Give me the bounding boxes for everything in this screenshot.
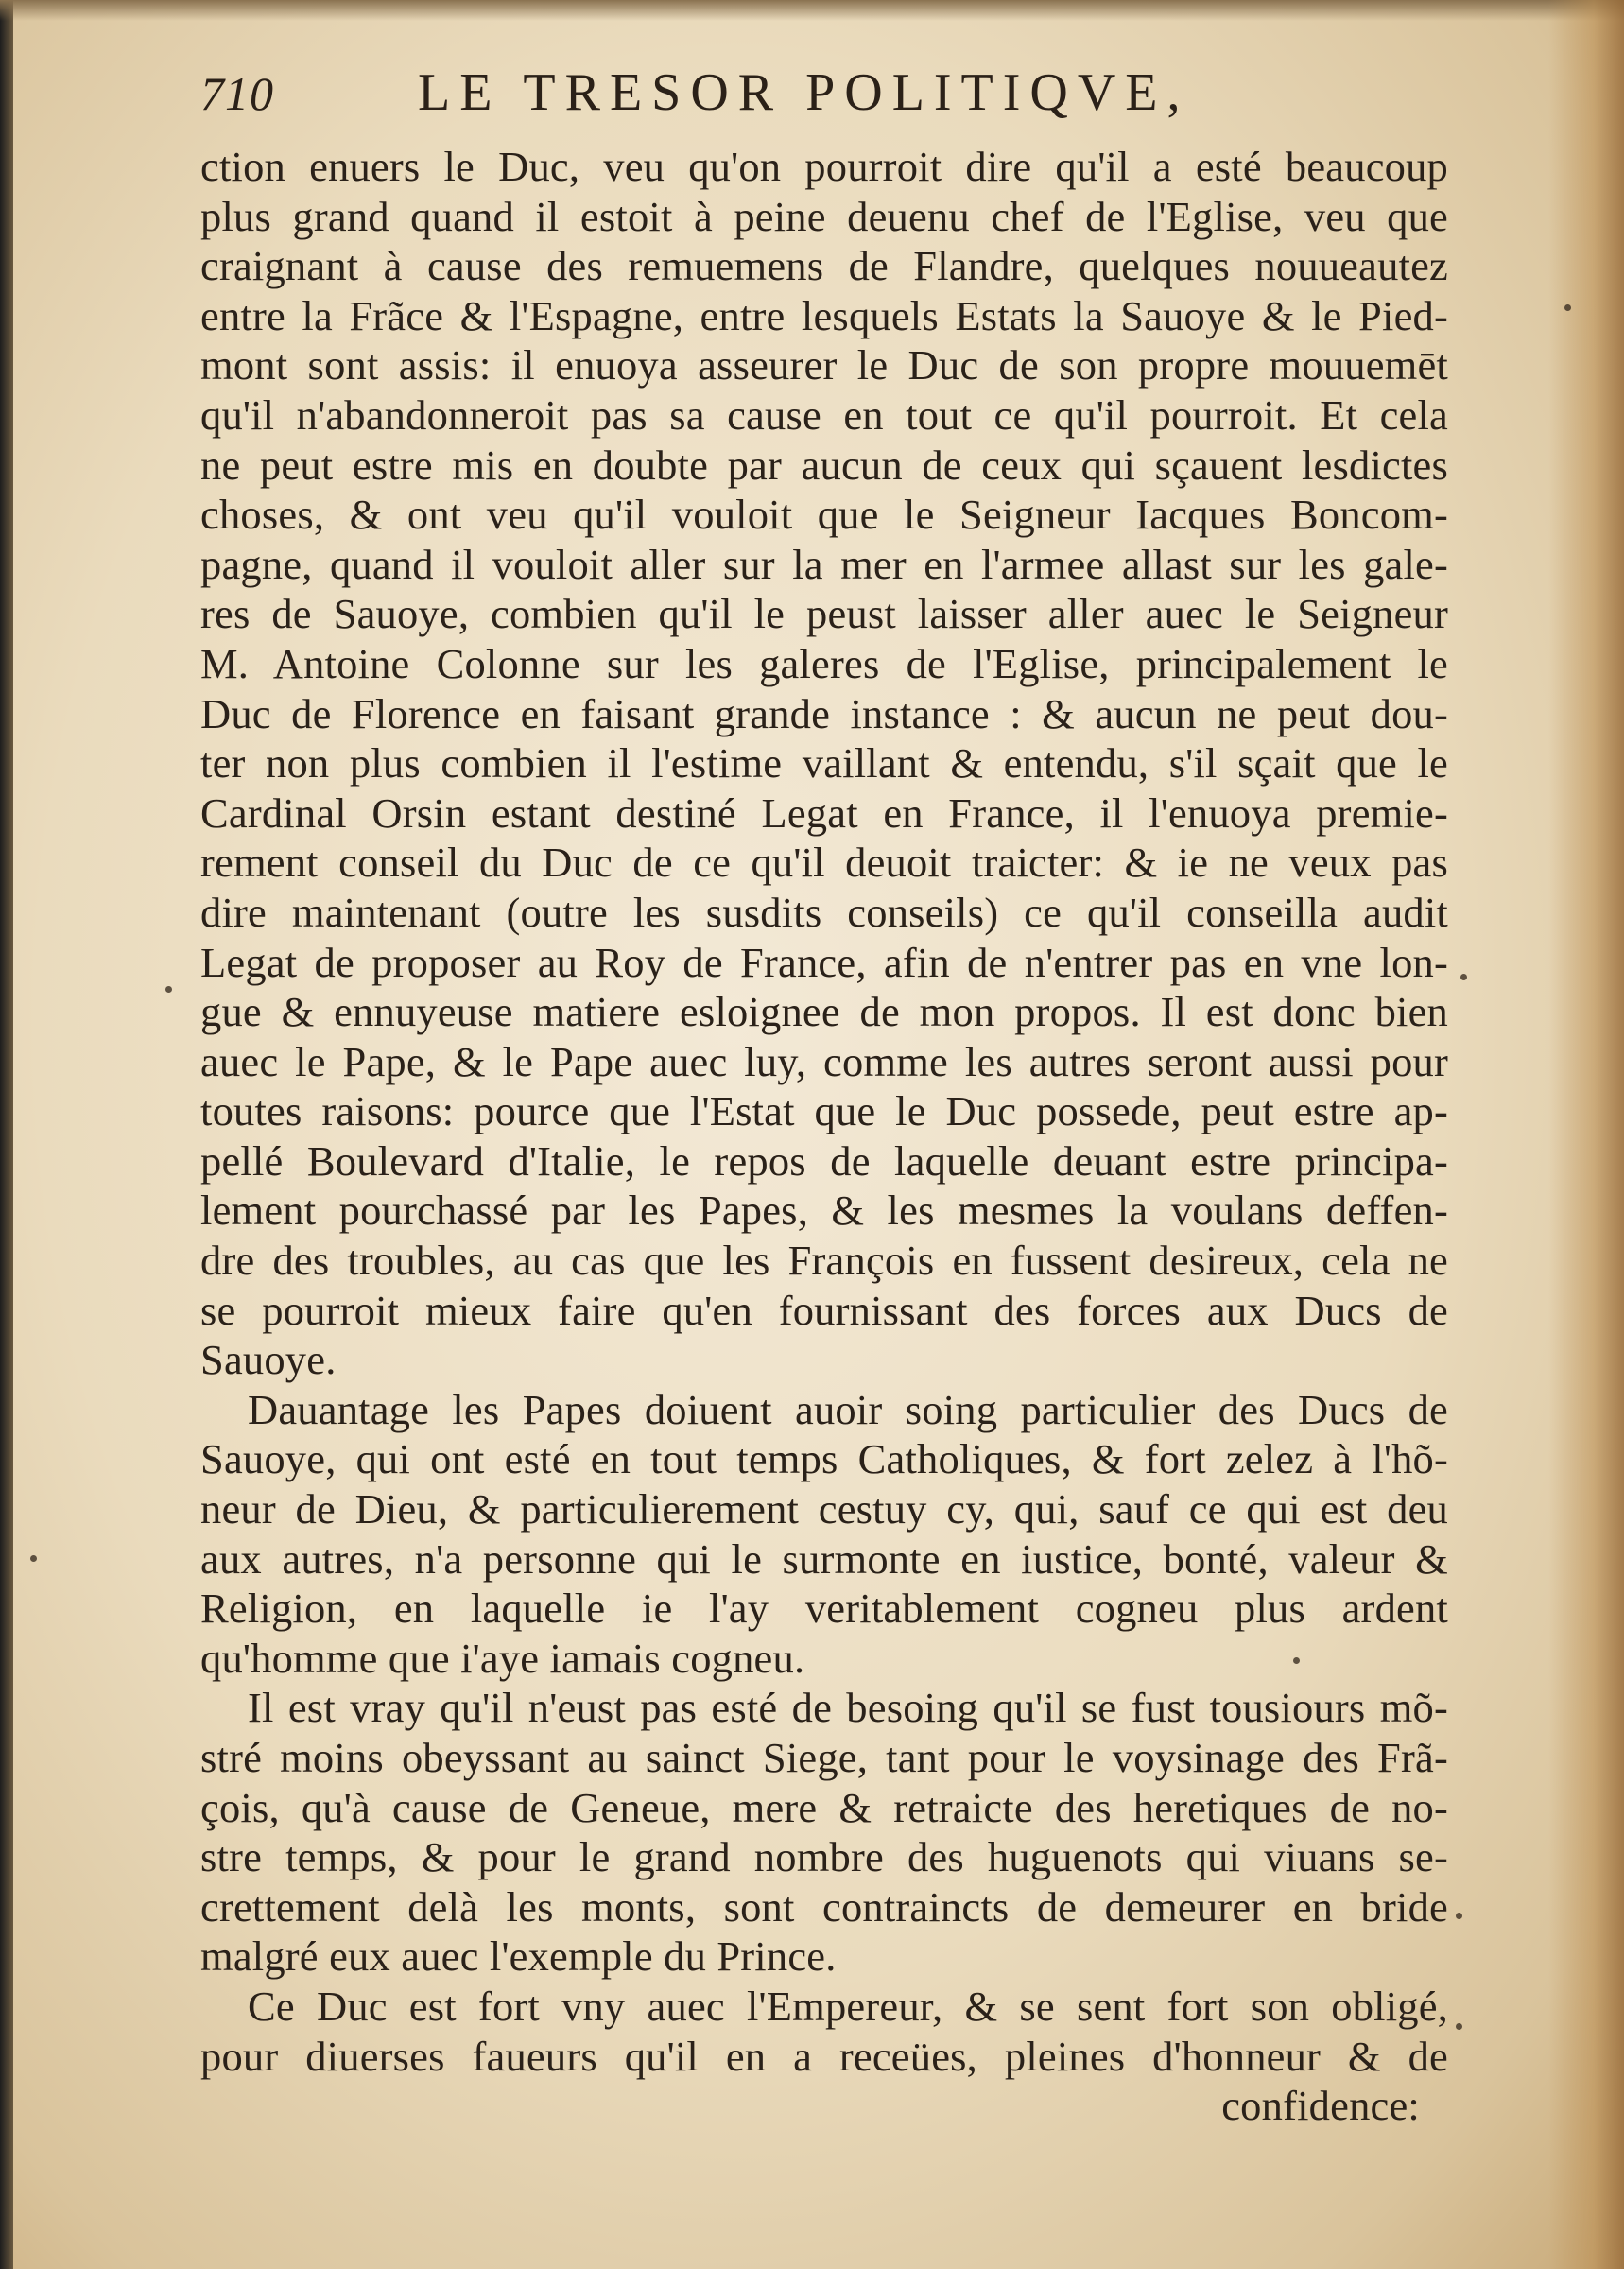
ink-speck [1293,1657,1300,1664]
text-line: ction enuers le Duc, veu qu'on pourroit dire qu'il a esté beaucoup [200,143,1448,190]
text-line: toutes raisons: pource que l'Estat que le Duc possede, peut estre ap- [200,1087,1448,1135]
page-edge-top [0,0,1624,21]
page-number: 710 [200,67,274,120]
text-line: neur de Dieu, & particulierement cestuy cy, qui, sauf ce qui est deu [200,1485,1448,1533]
page-edge-left [0,0,13,2269]
text-line: choses, & ont veu qu'il vouloit que le Seigneur Iacques Boncom- [200,491,1448,539]
paragraph-start-line: Dauantage les Papes doiuent auoir soing particulier des Ducs de [248,1385,1448,1433]
text-line: ter non plus combien il l'estime vaillant & entendu, s'il sçait que le [200,739,1448,788]
text-line: lement pourchassé par les Papes, & les mesmes la voulans deffen- [200,1186,1448,1235]
text-line: Religion, en laquelle ie l'ay veritablement cogneu plus ardent [200,1585,1448,1633]
text-line: stré moins obeyssant au sainct Siege, tant pour le voysinage des Frã- [200,1734,1448,1781]
running-title: LE TRESOR POLITIQVE, [418,63,1190,122]
text-line: Sauoye. [200,1336,337,1384]
text-line: pellé Boulevard d'Italie, le repos de laquelle deuant estre principa- [200,1136,1448,1185]
text-line: malgré eux auec l'exemple du Prince. [200,1932,837,1981]
paragraph-start-line: Ce Duc est fort vny auec l'Empereur, & se sent fort son obligé, [248,1982,1448,2030]
text-line: rement conseil du Duc de ce qu'il deuoit traicter: & ie ne veux pas [200,839,1448,887]
ink-speck [1456,2023,1462,2030]
ink-speck [1460,974,1467,980]
text-line: Duc de Florence en faisant grande instance : & aucun ne peut dou- [200,689,1448,737]
text-line: res de Sauoye, combien qu'il le peust laisser aller auec le Seigneur [200,590,1448,638]
catchword-line: confidence: [1221,2082,1420,2130]
paragraph-start-line: Il est vray qu'il n'eust pas esté de besoing qu'il se fust tousiours mõ- [248,1684,1448,1732]
text-line: pour diuerses faueurs qu'il en a receües, pleines d'honneur & de [200,2032,1448,2080]
text-line: M. Antoine Colonne sur les galeres de l'Eglise, principalement le [200,639,1448,687]
ink-speck [30,1555,37,1562]
text-line: dre des troubles, au cas que les François en fussent desireux, cela ne [200,1237,1448,1285]
text-line: auec le Pape, & le Pape auec luy, comme les autres seront aussi pour [200,1037,1448,1085]
text-line: aux autres, n'a personne qui le surmonte en iustice, bonté, valeur & [200,1534,1448,1583]
text-line: dire maintenant (outre les susdits conseils) ce qu'il conseilla audit [200,888,1448,936]
text-line: entre la Frãce & l'Espagne, entre lesquels Estats la Sauoye & le Pied- [200,291,1448,339]
text-line: stre temps, & pour le grand nombre des huguenots qui viuans se- [200,1833,1448,1881]
ink-speck [165,986,172,993]
ink-speck [1564,304,1571,311]
page-edge-right [1548,0,1624,2269]
text-line: qu'il n'abandonneroit pas sa cause en tout ce qu'il pourroit. Et cela [200,390,1448,439]
text-line: çois, qu'à cause de Geneue, mere & retraicte des heretiques de no- [200,1783,1448,1831]
text-line: qu'homme que i'aye iamais cogneu. [200,1634,805,1682]
text-line: pagne, quand il vouloit aller sur la mer en l'armee allast sur les gale- [200,540,1448,588]
body-text [200,142,1448,2131]
text-line: plus grand quand il estoit à peine deuenu chef de l'Eglise, veu que [200,192,1448,240]
ink-speck [1456,1913,1462,1919]
page-header [200,62,1287,138]
text-line: Cardinal Orsin estant destiné Legat en France, il l'enuoya premie- [200,788,1448,837]
text-line: se pourroit mieux faire qu'en fournissant des forces aux Ducs de [200,1286,1448,1334]
text-line: ne peut estre mis en doubte par aucun de ceux qui sçauent lesdictes [200,441,1448,489]
text-line: Legat de proposer au Roy de France, afin de n'entrer pas en vne lon- [200,938,1448,986]
text-line: gue & ennuyeuse matiere esloignee de mon propos. Il est donc bien [200,988,1448,1036]
text-line: Sauoye, qui ont esté en tout temps Catholiques, & fort zelez à l'hõ- [200,1435,1448,1483]
text-line: mont sont assis: il enuoya asseurer le Duc de son propre mouuemēt [200,341,1448,390]
text-line: crettement delà les monts, sont contraincts de demeurer en bride [200,1882,1448,1931]
text-line: craignant à cause des remuemens de Flandre, quelques nouueautez [200,242,1448,290]
